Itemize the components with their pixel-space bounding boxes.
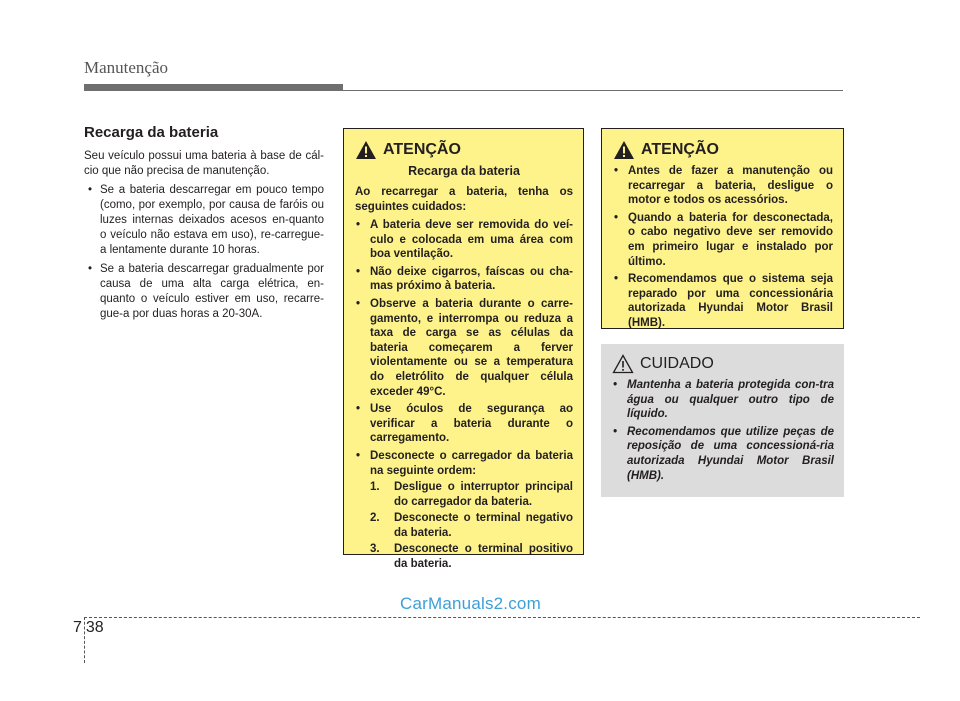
section-title: Recarga da bateria — [84, 124, 219, 141]
bullet-icon: • — [356, 219, 361, 231]
list-item — [613, 272, 833, 330]
warning-heading — [613, 140, 833, 160]
bullet-icon: • — [356, 449, 361, 462]
bullet-icon: • — [356, 403, 361, 416]
list-item — [355, 449, 573, 572]
step-number: 2. — [370, 512, 380, 525]
caution-list — [612, 378, 834, 483]
caution-triangle-icon — [612, 354, 634, 374]
list-item-text: Observe a bateria durante o carre-gamento, e interrompa ou reduza a taxa de carga se as células da bateria começarem a ferver violentamente ou se a temperatura do eletrólito de qualquer célula exceder 49°C. — [370, 297, 573, 398]
list-item-text: Recomendamos que o sistema seja reparado por uma concessionária autorizada Hyundai Motor Brasil (HMB). — [628, 273, 833, 329]
caution-box — [601, 344, 844, 497]
list-item — [84, 262, 324, 322]
warning-triangle-icon — [613, 140, 635, 160]
step-text: Desligue o interruptor principal do carregador da bateria. — [394, 481, 573, 508]
list-item-text: Antes de fazer a manutenção ou recarregar a bateria, desligue o motor e todos os acessórios. — [628, 165, 833, 207]
section-bullet-list — [84, 183, 324, 322]
warning-box-charging — [343, 128, 584, 571]
list-item-text: Use óculos de segurança ao verificar a bateria durante o carregamento. — [370, 403, 573, 445]
bullet-icon: • — [613, 425, 618, 438]
list-item-text: Não deixe cigarros, faíscas ou cha-mas próximo à bateria. — [370, 265, 573, 293]
warning-heading-text: ATENÇÃO — [383, 141, 461, 158]
disconnect-steps — [370, 480, 573, 572]
list-item-text: Desconecte o carregador da bateria na seguinte ordem: — [370, 449, 573, 477]
step-text: Desconecte o terminal positivo da bateria. — [394, 543, 573, 571]
bullet-icon: • — [356, 297, 361, 310]
list-item — [355, 218, 573, 262]
list-item — [613, 164, 833, 208]
step-text: Desconecte o terminal negativo da bateria. — [394, 512, 573, 539]
page-number — [73, 619, 104, 637]
list-item-text: Recomendamos que utilize peças de reposição de uma concessioná-ria autorizada Hyundai Motor Brasil (HMB). — [627, 425, 834, 482]
step-number: 1. — [370, 481, 380, 494]
warning-heading-text: ATENÇÃO — [641, 141, 719, 158]
bullet-icon: • — [614, 273, 619, 286]
bullet-icon: • — [356, 265, 361, 278]
step-number: 3. — [370, 543, 380, 556]
list-item-text: Quando a bateria for desconectada, o cabo negativo deve ser removido em primeiro lugar e instalado por último. — [628, 211, 833, 268]
page-number-value: 38 — [85, 619, 104, 636]
step-item — [370, 480, 573, 509]
header-bar — [84, 84, 343, 91]
page-header-title: Manutenção — [84, 58, 169, 77]
caution-heading — [612, 354, 834, 374]
warning-heading — [355, 140, 573, 160]
list-item — [613, 211, 833, 269]
main-column — [84, 124, 324, 326]
list-item — [355, 265, 573, 294]
bullet-icon: • — [614, 165, 619, 177]
list-item-text: Se a bateria descarregar gradualmente por causa de uma alta carga elétrica, en-quanto o veículo estiver em uso, recarre-gue-a por duas horas a 20-30A. — [100, 263, 324, 320]
warning-list — [613, 164, 833, 331]
step-item — [370, 511, 573, 540]
bullet-icon: • — [614, 211, 619, 224]
footer-rule — [84, 617, 920, 618]
bullet-icon: • — [88, 263, 93, 275]
warning-intro: Ao recarregar a bateria, tenha os seguintes cuidados: — [355, 186, 573, 213]
list-item — [355, 402, 573, 446]
list-item-text: A bateria deve ser removida do veí-culo e colocada em uma área com boa ventilação. — [370, 219, 573, 261]
warning-list — [355, 218, 573, 572]
header-rule — [343, 90, 843, 91]
list-item — [355, 297, 573, 399]
watermark-link[interactable]: CarManuals2.com — [400, 594, 541, 613]
list-item-text: Se a bateria descarregar em pouco tempo (como, por exemplo, por causa de faróis ou luzes internas deixados acesos en-quanto o veículo não estava em uso), re-carregue-a lentamente durante 10 horas. — [100, 184, 324, 256]
list-item-text: Mantenha a bateria protegida con-tra água ou qualquer outro tipo de líquido. — [627, 379, 834, 421]
bullet-icon: • — [88, 184, 93, 196]
bullet-icon: • — [613, 379, 618, 391]
warning-subheading: Recarga da bateria — [408, 164, 520, 178]
list-item — [612, 378, 834, 422]
chapter-number: 7 — [73, 619, 82, 636]
warning-triangle-icon — [355, 140, 377, 160]
warning-box-maintenance — [601, 128, 844, 329]
step-item — [370, 542, 573, 571]
list-item — [612, 425, 834, 483]
list-item — [84, 183, 324, 258]
section-intro: Seu veículo possui uma bateria à base de cál-cio que não precisa de manutenção. — [84, 150, 324, 177]
caution-heading-text: CUIDADO — [640, 355, 714, 372]
